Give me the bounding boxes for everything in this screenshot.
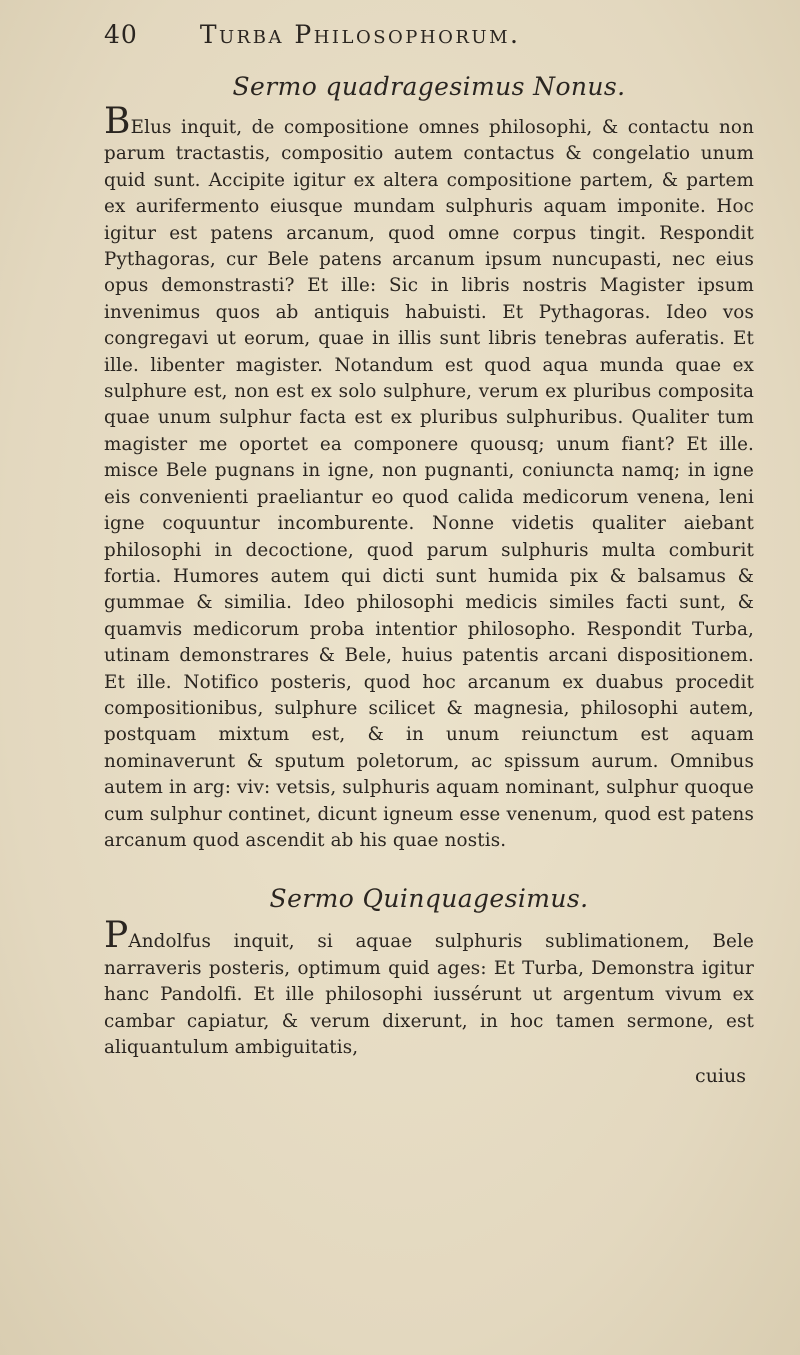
running-title: Turba Philosophorum. bbox=[199, 20, 521, 49]
section-body-50 bbox=[104, 915, 754, 1061]
page-number: 40 bbox=[104, 20, 138, 49]
section-title-50: Sermo Quinquagesimus. bbox=[269, 884, 589, 914]
drop-cap-49: B bbox=[104, 101, 131, 142]
section-body-49 bbox=[104, 101, 754, 854]
catchword: cuius bbox=[695, 1065, 746, 1088]
page-header bbox=[104, 20, 754, 60]
paragraph-49: Elus inquit, de compositione omnes philosophi, & contactu non parum tractastis, compositio autem contactus & congelatio unum quid sunt. Accipite igitur ex altera compositione partem, & partem ex aurifermento eiusque mundam sulphuris aquam imponite. Hoc igitur est patens arcanum, quod omne corpus tingit. Respondit Pythagoras, cur Bele patens arcanum ipsum nuncupasti, nec eius opus demonstrasti? Et ille: Sic in libris nostris Magister ipsum invenimus quos ab antiquis habuisti. Et Pythagoras. Ideo vos congregavi ut eorum, quae in illis sunt libris tenebras auferatis. Et ille. libenter magister. Notandum est quod aqua munda quae ex sulphure est, non est ex solo sulphure, verum ex pluribus composita quae unum sulphur facta est ex pluribus sulphuribus. Qualiter tum magister me oportet ea componere quousq; unum fiant? Et ille. misce Bele pugnans in igne, non pugnanti, coniuncta namq; in igne eis convenienti praeliantur eo quod calida medicorum venena, leni igne coquuntur incomburente. Nonne videtis qualiter aiebant philosophi in decoctione, quod parum sulphuris multa comburit fortia. Humores autem qui dicti sunt humida pix & balsamus & gummae & similia. Ideo philosophi medicis similes facti sunt, & quamvis medicorum proba intentior philosopho. Respondit Turba, utinam demonstrares & Bele, huius patentis arcani dispositionem. Et ille. Notifico posteris, quod hoc arcanum ex duabus procedit compositionibus, sulphure scilicet & magnesia, philosophi autem, postquam mixtum est, & in unum reiunctum est aquam nominaverunt & sputum poletorum, ac spissum aurum. Omnibus autem in arg: viv: vetsis, sulphuris aquam nominant, sulphur quoque cum sulphur continet, dicunt igneum esse venenum, quod est patens arcanum quod ascendit ab his quae nostis. bbox=[104, 117, 754, 851]
drop-cap-50: P bbox=[104, 915, 129, 957]
section-title-49: Sermo quadragesimus Nonus. bbox=[232, 72, 626, 101]
paragraph-50: Andolfus inquit, si aquae sulphuris sublimationem, Bele narraveris posteris, optimum quid ages: Et Turba, Demonstra igitur hanc Pandolfi. Et ille philosophi iussérunt ut argentum vivum ex cambar capiatur, & verum dixerunt, in hoc tamen sermone, est aliquantulum ambiguitatis, bbox=[104, 931, 754, 1058]
